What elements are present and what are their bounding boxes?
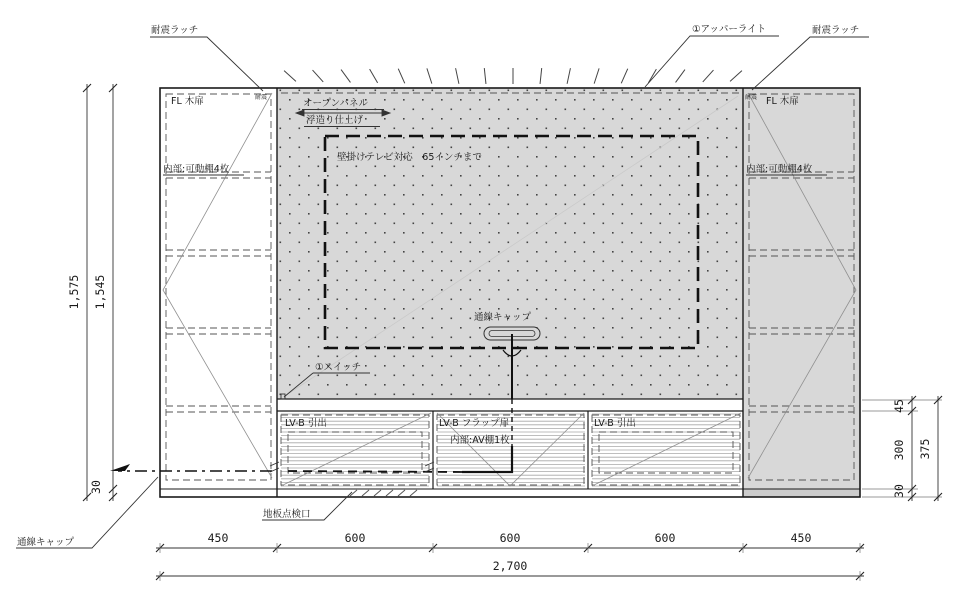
right-cabinet-fill (743, 88, 860, 489)
fl-door-left-label: FL 木扉 (171, 96, 204, 107)
cable-cap-top-label: 通線キャップ (474, 312, 532, 323)
latch-left-leader (150, 37, 263, 91)
dim-height-upper: 1,545 (93, 274, 107, 310)
dim-base-right: 30 (892, 484, 906, 498)
floor-access-hatch (350, 490, 417, 496)
dim-lower-total: 375 (918, 438, 932, 460)
av-shelf-label: 内部:AV棚1枚 (450, 435, 510, 446)
latch-left-label: 耐震ラッチ (151, 25, 199, 36)
drawer-left-inner-dashed (288, 432, 422, 473)
latch-mark-right: 耐震 (745, 94, 758, 101)
left-door-swing (163, 93, 272, 478)
latch-mark-left: 耐震 (255, 94, 268, 101)
left-door-dashed (166, 94, 271, 480)
latch-right-leader (752, 37, 869, 90)
latch-right-label: 耐震ラッチ (812, 25, 860, 36)
dim-w-600-3: 600 (654, 531, 676, 545)
louvers (281, 414, 740, 486)
upper-light-label: ①アッパーライト (692, 24, 767, 35)
right-plinth-fill (743, 489, 860, 497)
cable-cap-bottom-label: 通線キャップ (17, 537, 75, 548)
drawer-left-label: LV-B 引出 (285, 418, 327, 429)
dim-counter-gap: 45 (892, 399, 906, 413)
open-panel-label: オープンパネル (303, 98, 368, 109)
dim-lower-height: 300 (892, 439, 906, 461)
dim-base-left: 30 (89, 480, 103, 494)
upper-light-hatch (284, 68, 742, 84)
tv-label: 壁掛けテレビ対応 65インチまで (337, 152, 482, 163)
upper-light-leader (645, 36, 779, 87)
switch-label: ①スイッチ (315, 362, 362, 373)
shelves-right-label: 内部:可動棚4枚 (746, 164, 813, 175)
dim-w-600-1: 600 (344, 531, 366, 545)
dim-width-total: 2,700 (492, 559, 528, 573)
shelves-left-label: 内部:可動棚4枚 (163, 164, 230, 175)
drawer-right-label: LV-B 引出 (594, 418, 636, 429)
dim-w-600-2: 600 (499, 531, 521, 545)
dim-height-total: 1,575 (67, 274, 81, 310)
flap-door-label: LV-B フラップ扉 (439, 418, 510, 429)
dim-w-450-right: 450 (790, 531, 812, 545)
drawer-right-inner-dashed (599, 432, 733, 473)
fl-door-right-label: FL 木扉 (766, 96, 799, 107)
dim-w-450-left: 450 (207, 531, 229, 545)
floor-access-label: 地板点検口 (263, 509, 311, 520)
finish-label: 浮造り仕上げ (306, 115, 364, 126)
open-panel-surface (277, 88, 743, 399)
